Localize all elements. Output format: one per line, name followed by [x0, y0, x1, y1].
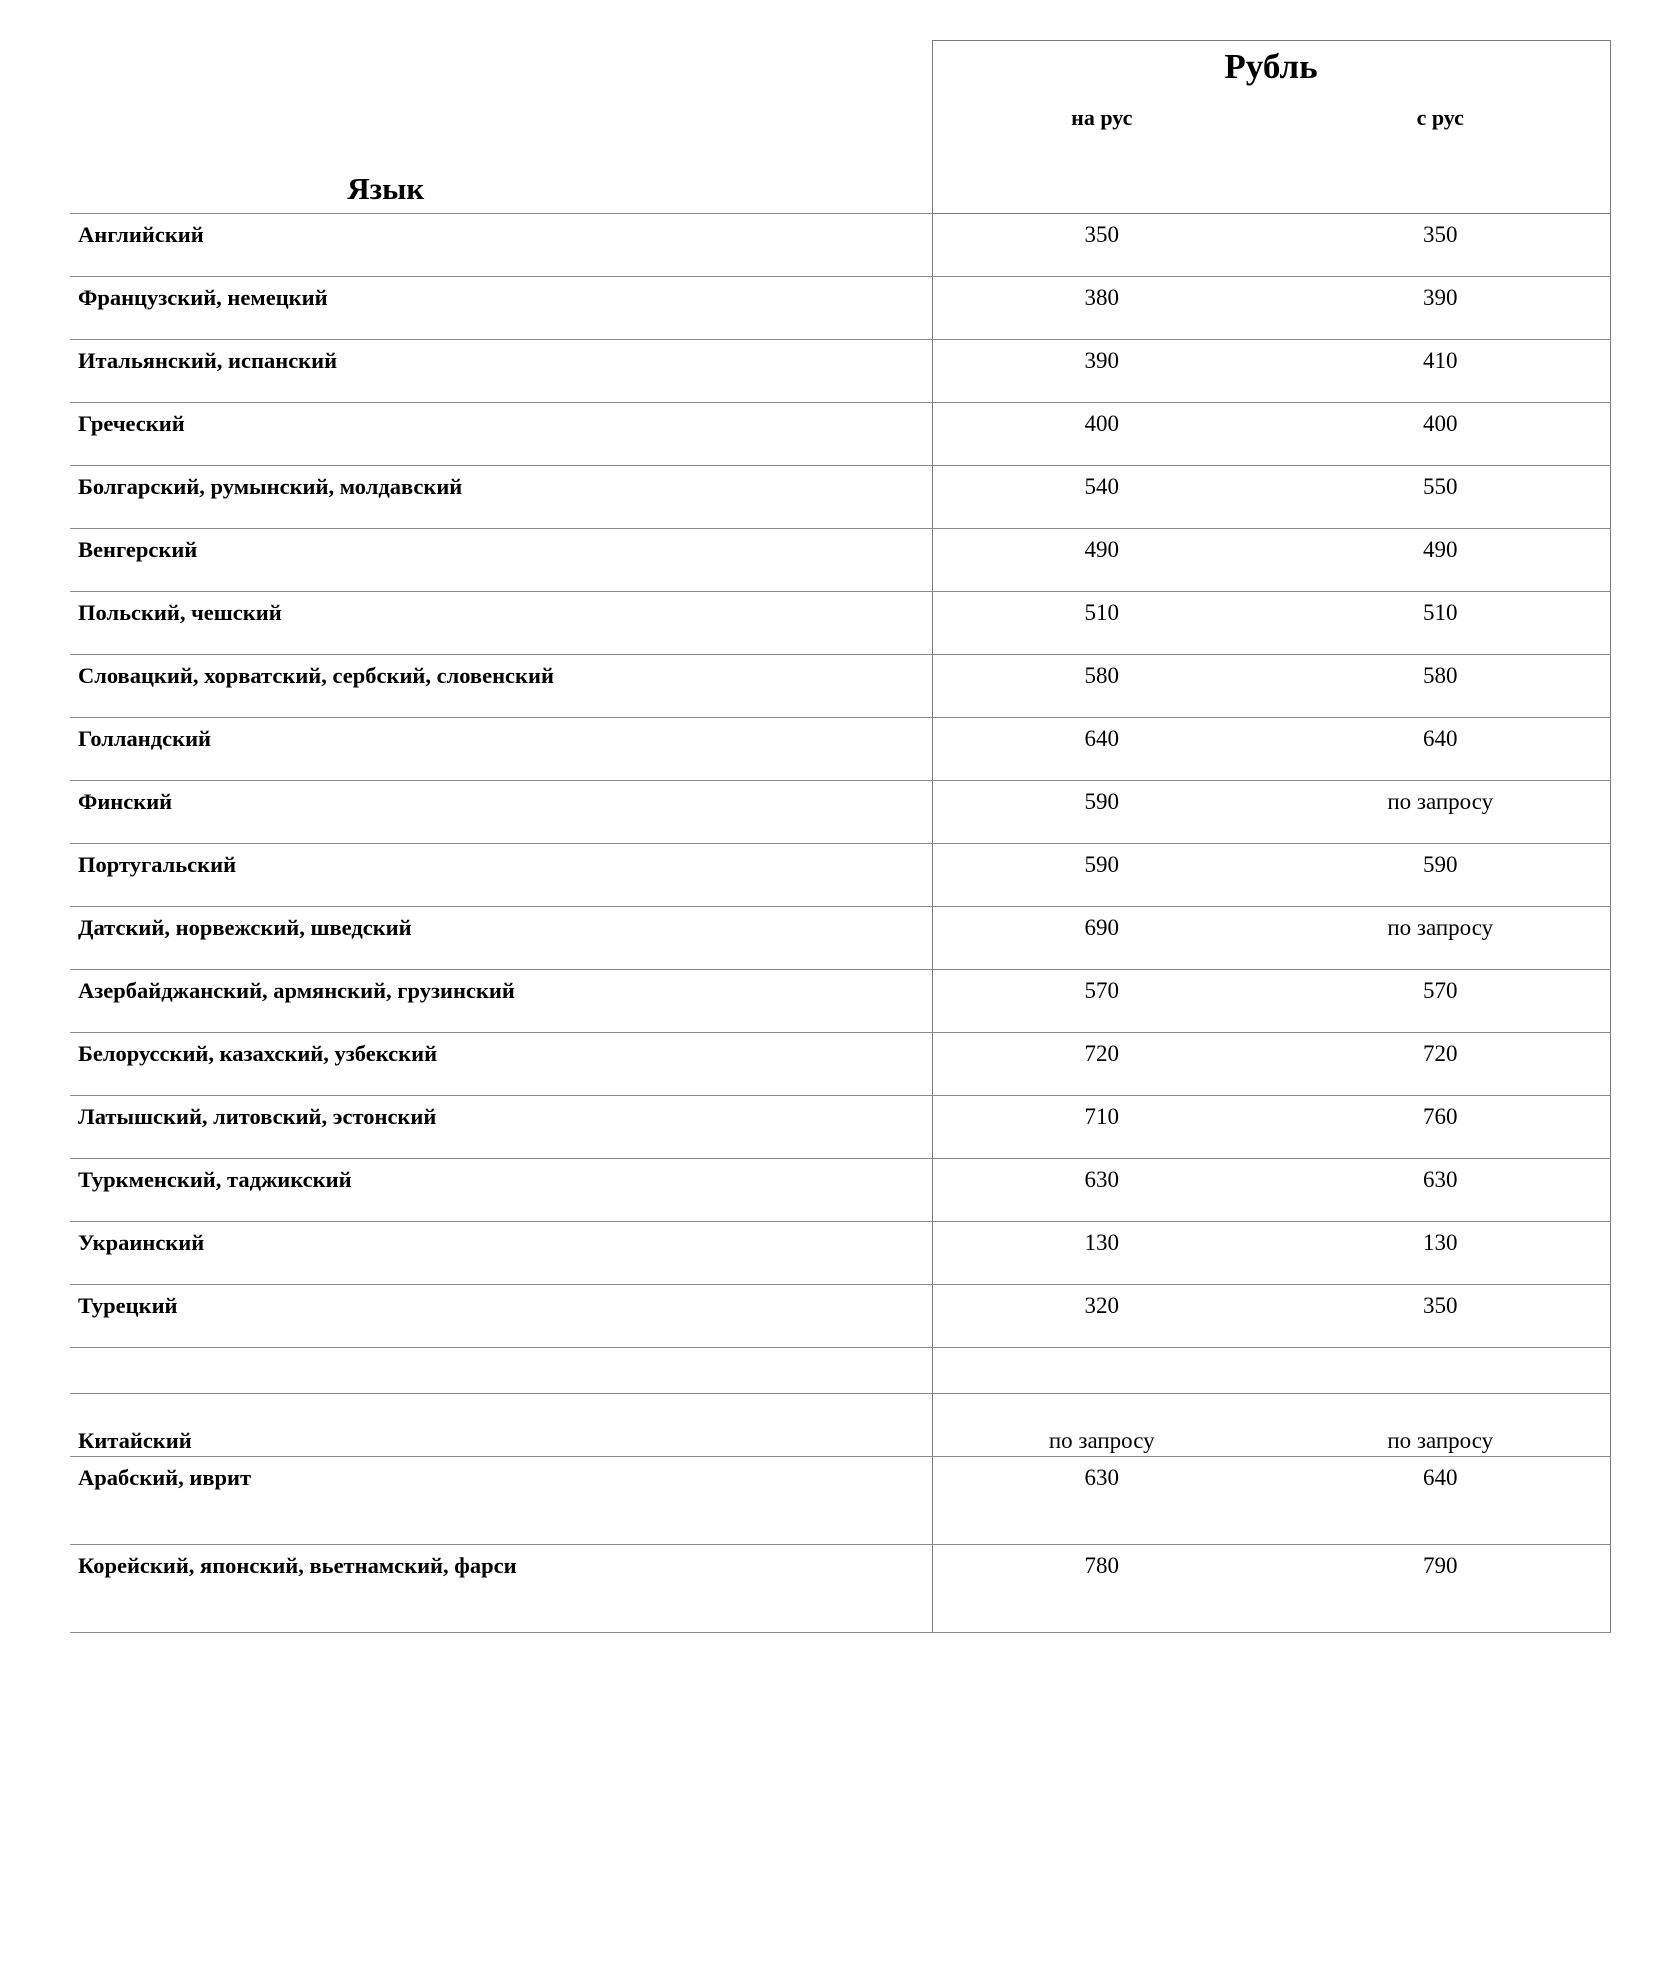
language-cell: Голландский	[70, 718, 932, 781]
language-cell: Венгерский	[70, 529, 932, 592]
language-cell: Украинский	[70, 1222, 932, 1285]
header-language-spacer	[70, 41, 932, 106]
table-row	[70, 214, 1610, 277]
price-to-russian-cell: 630	[932, 1159, 1271, 1222]
table-row	[70, 1545, 1610, 1633]
price-from-russian-cell: 760	[1271, 1096, 1610, 1159]
table-row	[70, 592, 1610, 655]
price-to-russian-cell: 390	[932, 340, 1271, 403]
price-to-russian-cell: 540	[932, 466, 1271, 529]
price-to-russian-cell: 320	[932, 1285, 1271, 1348]
price-to-russian-cell	[932, 1348, 1271, 1394]
to-russian-column-header: на рус	[932, 105, 1271, 214]
price-from-russian-cell: 410	[1271, 340, 1610, 403]
language-cell: Болгарский, румынский, молдавский	[70, 466, 932, 529]
table-row	[70, 844, 1610, 907]
language-cell: Французский, немецкий	[70, 277, 932, 340]
price-from-russian-cell: 510	[1271, 592, 1610, 655]
price-from-russian-cell: 400	[1271, 403, 1610, 466]
price-to-russian-cell: 640	[932, 718, 1271, 781]
price-from-russian-cell: 550	[1271, 466, 1610, 529]
language-cell: Турецкий	[70, 1285, 932, 1348]
price-to-russian-cell: 690	[932, 907, 1271, 970]
price-from-russian-cell: по запросу	[1271, 781, 1610, 844]
table-row	[70, 1285, 1610, 1348]
table-row	[70, 340, 1610, 403]
price-from-russian-cell: 630	[1271, 1159, 1610, 1222]
price-from-russian-cell: 570	[1271, 970, 1610, 1033]
language-cell: Азербайджанский, армянский, грузинский	[70, 970, 932, 1033]
language-cell: Туркменский, таджикский	[70, 1159, 932, 1222]
table-row	[70, 781, 1610, 844]
currency-header: Рубль	[932, 41, 1610, 106]
price-from-russian-cell: по запросу	[1271, 1394, 1610, 1457]
language-cell: Греческий	[70, 403, 932, 466]
price-to-russian-cell: 350	[932, 214, 1271, 277]
price-from-russian-cell: 590	[1271, 844, 1610, 907]
table-row	[70, 1222, 1610, 1285]
table-row	[70, 1096, 1610, 1159]
price-to-russian-cell: по запросу	[932, 1394, 1271, 1457]
table-row	[70, 1159, 1610, 1222]
table-row	[70, 403, 1610, 466]
table-row	[70, 907, 1610, 970]
price-from-russian-cell: 790	[1271, 1545, 1610, 1633]
currency-header-row	[70, 41, 1610, 106]
translation-price-table	[70, 40, 1611, 1633]
price-to-russian-cell: 590	[932, 781, 1271, 844]
table-row-empty	[70, 1348, 1610, 1394]
table-row	[70, 718, 1610, 781]
price-to-russian-cell: 490	[932, 529, 1271, 592]
price-to-russian-cell: 720	[932, 1033, 1271, 1096]
from-russian-column-header: с рус	[1271, 105, 1610, 214]
price-from-russian-cell: 580	[1271, 655, 1610, 718]
table-row	[70, 466, 1610, 529]
price-to-russian-cell: 570	[932, 970, 1271, 1033]
language-cell: Китайский	[70, 1394, 932, 1457]
table-row	[70, 1033, 1610, 1096]
language-cell: Белорусский, казахский, узбекский	[70, 1033, 932, 1096]
price-from-russian-cell: 490	[1271, 529, 1610, 592]
language-cell: Словацкий, хорватский, сербский, словенский	[70, 655, 932, 718]
table-row	[70, 970, 1610, 1033]
table-row	[70, 1457, 1610, 1545]
price-to-russian-cell: 780	[932, 1545, 1271, 1633]
price-from-russian-cell: 350	[1271, 1285, 1610, 1348]
price-to-russian-cell: 710	[932, 1096, 1271, 1159]
language-column-header: Язык	[70, 105, 932, 214]
table-row	[70, 1394, 1610, 1457]
price-to-russian-cell: 590	[932, 844, 1271, 907]
language-cell: Арабский, иврит	[70, 1457, 932, 1545]
language-cell: Латышский, литовский, эстонский	[70, 1096, 932, 1159]
language-cell: Польский, чешский	[70, 592, 932, 655]
price-from-russian-cell: 640	[1271, 1457, 1610, 1545]
subheader-row	[70, 105, 1610, 214]
price-to-russian-cell: 510	[932, 592, 1271, 655]
price-from-russian-cell: 640	[1271, 718, 1610, 781]
price-to-russian-cell: 130	[932, 1222, 1271, 1285]
table-row	[70, 655, 1610, 718]
language-cell: Итальянский, испанский	[70, 340, 932, 403]
language-cell	[70, 1348, 932, 1394]
price-to-russian-cell: 630	[932, 1457, 1271, 1545]
price-from-russian-cell: 130	[1271, 1222, 1610, 1285]
price-from-russian-cell: 350	[1271, 214, 1610, 277]
language-cell: Английский	[70, 214, 932, 277]
table-head	[70, 41, 1610, 214]
price-from-russian-cell: по запросу	[1271, 907, 1610, 970]
language-cell: Финский	[70, 781, 932, 844]
language-cell: Португальский	[70, 844, 932, 907]
price-from-russian-cell	[1271, 1348, 1610, 1394]
price-to-russian-cell: 380	[932, 277, 1271, 340]
language-cell: Корейский, японский, вьетнамский, фарси	[70, 1545, 932, 1633]
price-to-russian-cell: 580	[932, 655, 1271, 718]
table-row	[70, 277, 1610, 340]
price-from-russian-cell: 720	[1271, 1033, 1610, 1096]
price-to-russian-cell: 400	[932, 403, 1271, 466]
price-from-russian-cell: 390	[1271, 277, 1610, 340]
table-row	[70, 529, 1610, 592]
language-cell: Датский, норвежский, шведский	[70, 907, 932, 970]
table-body	[70, 214, 1610, 1633]
